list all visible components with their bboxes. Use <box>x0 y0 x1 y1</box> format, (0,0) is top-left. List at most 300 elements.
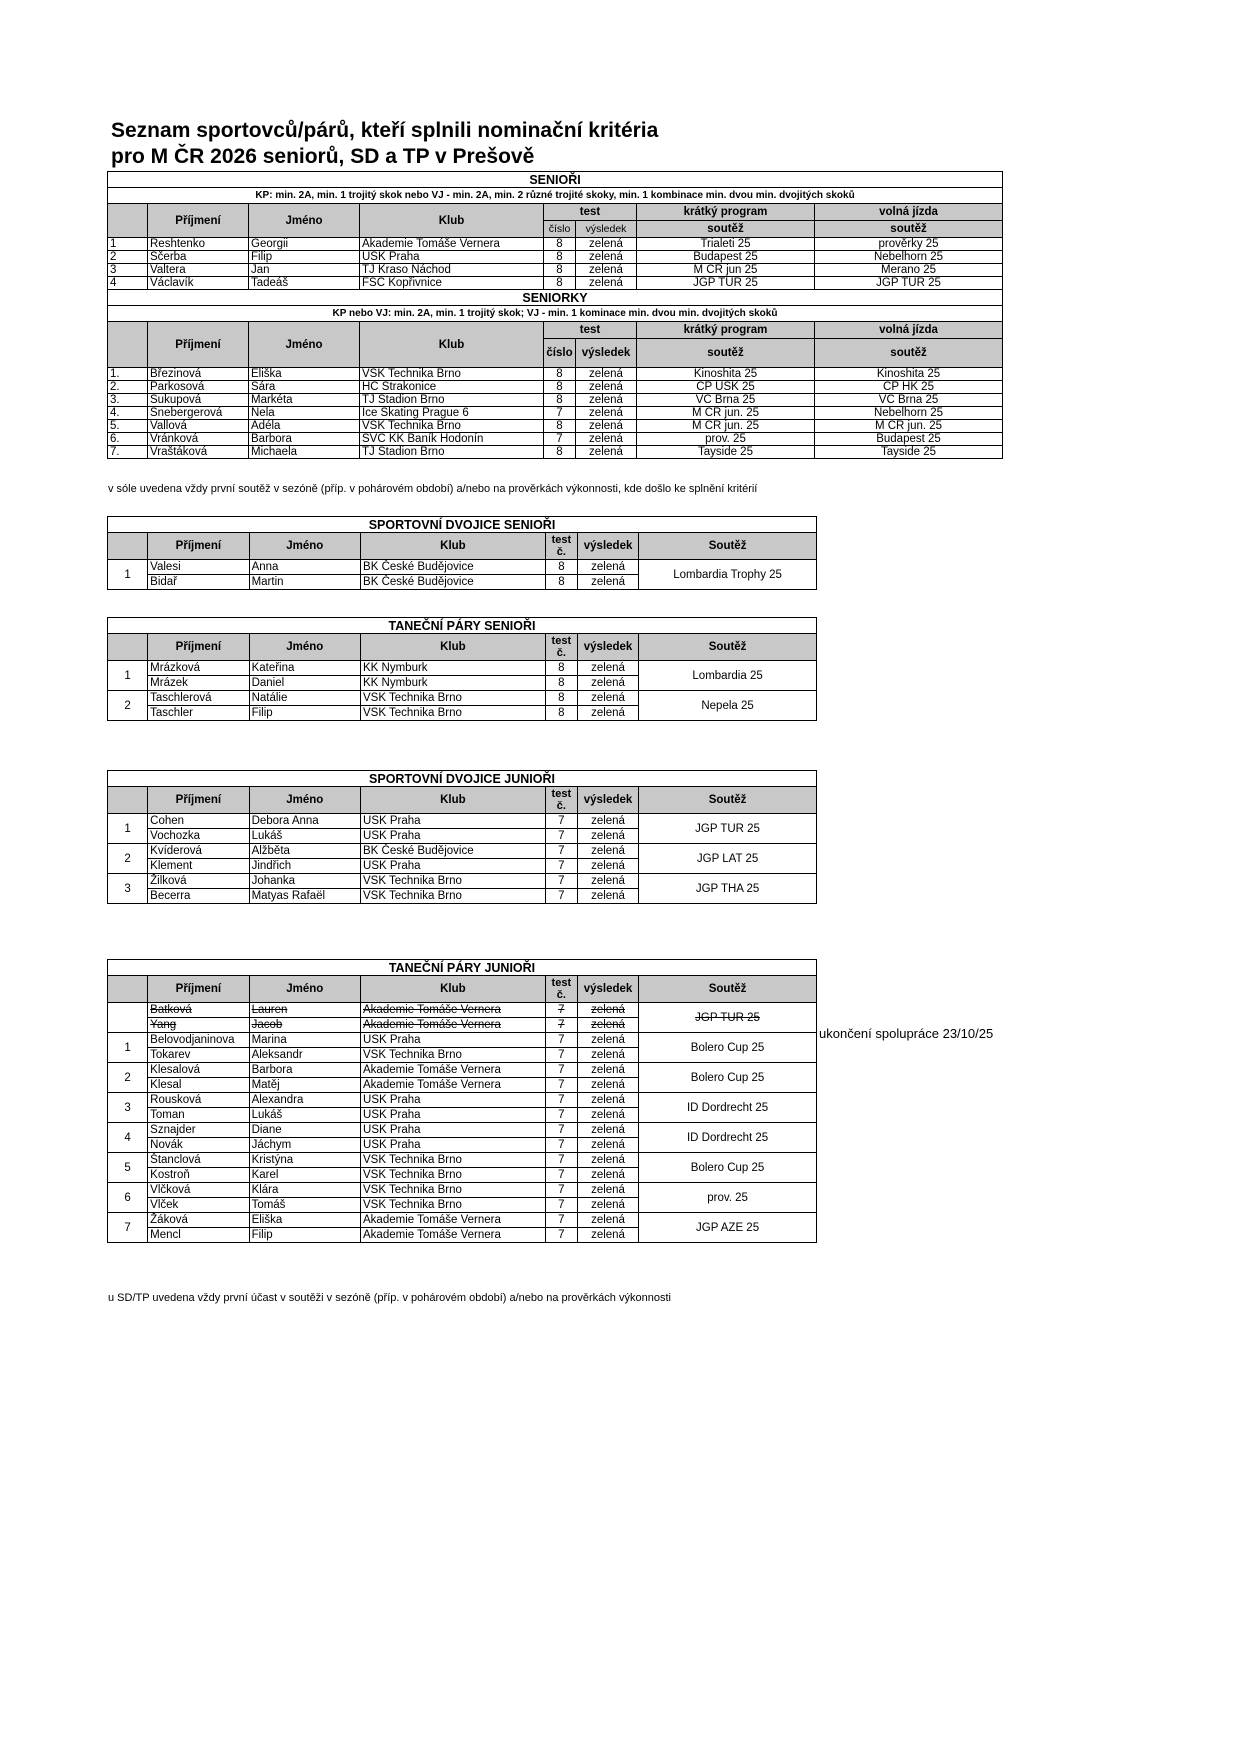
surname: Valesi <box>148 560 249 575</box>
first-name: Adéla <box>249 420 360 433</box>
table-row <box>108 691 817 706</box>
first-name: Jindřich <box>249 859 360 874</box>
test-number: 7 <box>545 1138 577 1153</box>
first-name: Georgii <box>249 238 360 251</box>
club: VSK Technika Brno <box>361 1183 546 1198</box>
club: BK České Budějovice <box>361 844 546 859</box>
free-skating-competition: M ČR jun. 25 <box>815 420 1003 433</box>
free-skating-competition: Merano 25 <box>815 264 1003 277</box>
rank: 1. <box>108 368 148 381</box>
pair-number: 3 <box>108 874 148 904</box>
short-program-competition: M ČR jun 25 <box>637 264 815 277</box>
table-row <box>108 394 1003 407</box>
pair-number <box>108 1003 148 1033</box>
club: USK Praha <box>361 829 546 844</box>
club: TJ Stadion Brno <box>360 394 544 407</box>
club: Akademie Tomáše Vernera <box>361 1213 546 1228</box>
club: Akademie Tomáše Vernera <box>360 238 544 251</box>
club: USK Praha <box>361 1123 546 1138</box>
test-result: zelená <box>577 1138 638 1153</box>
singles-table <box>107 171 1003 459</box>
test-result: zelená <box>576 420 637 433</box>
header-test: test č. <box>545 787 577 814</box>
table-row <box>108 277 1003 290</box>
first-name: Aleksandr <box>249 1048 360 1063</box>
header-surname: Příjmení <box>148 634 249 661</box>
test-number: 7 <box>545 1033 577 1048</box>
test-number: 8 <box>544 264 576 277</box>
surname: Vlčková <box>148 1183 249 1198</box>
rank: 7. <box>108 446 148 459</box>
table-row <box>108 407 1003 420</box>
surname: Vallová <box>148 420 249 433</box>
club: Akademie Tomáše Vernera <box>361 1078 546 1093</box>
test-result: zelená <box>576 407 637 420</box>
surname: Vránková <box>148 433 249 446</box>
pair-number: 1 <box>108 1033 148 1063</box>
club: USK Praha <box>360 251 544 264</box>
free-skating-competition: Budapest 25 <box>815 433 1003 446</box>
header-row <box>108 787 817 814</box>
competition: prov. 25 <box>639 1183 817 1213</box>
header-test: test č. <box>545 634 577 661</box>
club: USK Praha <box>361 859 546 874</box>
free-skating-competition: VC Brna 25 <box>815 394 1003 407</box>
first-name: Lukáš <box>249 829 360 844</box>
surname: Sukupová <box>148 394 249 407</box>
competition: JGP TUR 25 <box>639 1003 817 1033</box>
free-skating-competition: JGP TUR 25 <box>815 277 1003 290</box>
test-result: zelená <box>577 1168 638 1183</box>
test-number: 8 <box>545 661 577 676</box>
header-name: Jméno <box>249 787 360 814</box>
table-row <box>108 661 817 676</box>
section-title-row <box>108 618 817 634</box>
surname: Žilková <box>148 874 249 889</box>
test-result: zelená <box>577 829 638 844</box>
section-title-row <box>108 771 817 787</box>
header-row <box>108 204 1003 221</box>
test-result: zelená <box>577 661 638 676</box>
test-result: zelená <box>577 1198 638 1213</box>
club: Akademie Tomáše Vernera <box>361 1063 546 1078</box>
club: USK Praha <box>361 814 546 829</box>
free-skating-competition: prověrky 25 <box>815 238 1003 251</box>
competition: ID Dordrecht 25 <box>639 1123 817 1153</box>
short-program-competition: ČP USK 25 <box>637 381 815 394</box>
free-skating-competition: ČP HK 25 <box>815 381 1003 394</box>
club: USK Praha <box>361 1138 546 1153</box>
first-name: Eliška <box>249 1213 360 1228</box>
table-row <box>108 381 1003 394</box>
surname: Becerra <box>148 889 249 904</box>
header-short-program: krátký program <box>637 322 815 339</box>
table-row <box>108 264 1003 277</box>
first-name: Filip <box>249 1228 360 1243</box>
club: VSK Technika Brno <box>360 420 544 433</box>
first-name: Barbora <box>249 1063 360 1078</box>
criteria-text: KP nebo VJ: min. 2A, min. 1 trojitý skok; VJ - min. 1 kominace min. dvou min. dvojitých skoků <box>108 306 1003 322</box>
header-sp-competition: soutěž <box>637 339 815 368</box>
short-program-competition: M ČR jun. 25 <box>637 420 815 433</box>
header-name: Jméno <box>249 976 360 1003</box>
surname: Belovodjaninova <box>148 1033 249 1048</box>
header-number <box>108 976 148 1003</box>
short-program-competition: JGP TUR 25 <box>637 277 815 290</box>
club: USK Praha <box>361 1093 546 1108</box>
table-row <box>108 251 1003 264</box>
club: Akademie Tomáše Vernera <box>361 1228 546 1243</box>
test-result: zelená <box>577 560 638 575</box>
test-result: zelená <box>577 1228 638 1243</box>
test-result: zelená <box>576 368 637 381</box>
test-result: zelená <box>577 1078 638 1093</box>
test-result: zelená <box>576 381 637 394</box>
pair-number: 1 <box>108 560 148 590</box>
test-number: 8 <box>545 691 577 706</box>
rank: 2. <box>108 381 148 394</box>
header-number <box>108 204 148 238</box>
test-result: zelená <box>577 1003 638 1018</box>
surname: Mrázková <box>148 661 249 676</box>
competition: ID Dordrecht 25 <box>639 1093 817 1123</box>
table-row <box>108 814 817 829</box>
test-result: zelená <box>576 277 637 290</box>
first-name: Karel <box>249 1168 360 1183</box>
club: VSK Technika Brno <box>361 889 546 904</box>
test-number: 7 <box>545 844 577 859</box>
pairs-junior-table <box>107 770 817 904</box>
header-club: Klub <box>360 322 544 368</box>
table-row <box>108 1003 817 1018</box>
club: BK České Budějovice <box>361 575 546 590</box>
first-name: Eliška <box>249 368 360 381</box>
table-row <box>108 446 1003 459</box>
singles-footnote: v sóle uvedena vždy první soutěž v sezóně (příp. v pohárovém období) a/nebo na prověrkách výkonnosti, kde došlo ke splnění kritérií <box>108 483 758 495</box>
test-number: 7 <box>545 829 577 844</box>
club: TJ Kraso Náchod <box>360 264 544 277</box>
header-name: Jméno <box>249 533 360 560</box>
header-surname: Příjmení <box>148 533 249 560</box>
short-program-competition: M ČR jun. 25 <box>637 407 815 420</box>
short-program-competition: VC Brna 25 <box>637 394 815 407</box>
table-row <box>108 1063 817 1078</box>
test-number: 7 <box>544 407 576 420</box>
club: TJ Stadion Brno <box>360 446 544 459</box>
first-name: Jacob <box>249 1018 360 1033</box>
header-number <box>108 533 148 560</box>
test-number: 7 <box>545 1183 577 1198</box>
header-club: Klub <box>361 634 546 661</box>
header-test: test č. <box>545 533 577 560</box>
pair-number: 4 <box>108 1123 148 1153</box>
pair-number: 1 <box>108 661 148 691</box>
club: VSK Technika Brno <box>361 691 546 706</box>
table-row <box>108 368 1003 381</box>
surname: Parkosová <box>148 381 249 394</box>
test-number: 7 <box>545 1108 577 1123</box>
rank: 6. <box>108 433 148 446</box>
header-competition: Soutěž <box>639 533 817 560</box>
header-surname: Příjmení <box>148 787 249 814</box>
test-number: 8 <box>545 575 577 590</box>
header-result: výsledek <box>577 634 638 661</box>
test-number: 8 <box>544 381 576 394</box>
first-name: Nela <box>249 407 360 420</box>
first-name: Daniel <box>249 676 360 691</box>
test-result: zelená <box>576 394 637 407</box>
first-name: Matyas Rafaël <box>249 889 360 904</box>
pairs-footnote: u SD/TP uvedena vždy první účast v soutěži v sezóně (příp. v pohárovém období) a/nebo na prověrkách výkonnosti <box>108 1292 671 1304</box>
rank: 4 <box>108 277 148 290</box>
header-surname: Příjmení <box>148 976 249 1003</box>
test-result: zelená <box>577 1063 638 1078</box>
first-name: Matěj <box>249 1078 360 1093</box>
table-row <box>108 844 817 859</box>
pair-number: 2 <box>108 844 148 874</box>
club: USK Praha <box>361 1108 546 1123</box>
club: VSK Technika Brno <box>361 874 546 889</box>
test-number: 7 <box>545 1078 577 1093</box>
club: HC Strakonice <box>360 381 544 394</box>
header-fs-competition: soutěž <box>815 221 1003 238</box>
first-name: Jan <box>249 264 360 277</box>
pairs-senior-table <box>107 516 817 590</box>
first-name: Lukáš <box>249 1108 360 1123</box>
header-name: Jméno <box>249 322 360 368</box>
test-number: 7 <box>545 1198 577 1213</box>
section-title-row <box>108 290 1003 306</box>
surname: Bidař <box>148 575 249 590</box>
surname: Klesal <box>148 1078 249 1093</box>
header-test: test <box>544 322 637 339</box>
test-number: 7 <box>545 1018 577 1033</box>
rank: 1 <box>108 238 148 251</box>
pair-number: 6 <box>108 1183 148 1213</box>
header-test-result: výsledek <box>576 339 637 368</box>
document-title <box>111 118 658 170</box>
header-test-number: číslo <box>544 221 576 238</box>
short-program-competition: Budapest 25 <box>637 251 815 264</box>
surname: Klement <box>148 859 249 874</box>
surname: Březinová <box>148 368 249 381</box>
header-competition: Soutěž <box>639 634 817 661</box>
header-surname: Příjmení <box>148 204 249 238</box>
test-number: 7 <box>544 433 576 446</box>
test-number: 7 <box>545 1093 577 1108</box>
short-program-competition: Kinoshita 25 <box>637 368 815 381</box>
test-result: zelená <box>577 814 638 829</box>
competition: Lombardia 25 <box>639 661 817 691</box>
first-name: Tomáš <box>249 1198 360 1213</box>
test-result: zelená <box>576 446 637 459</box>
header-result: výsledek <box>577 976 638 1003</box>
dance-senior-table <box>107 617 817 721</box>
table-row <box>108 1033 817 1048</box>
test-number: 7 <box>545 1048 577 1063</box>
section-title: SPORTOVNÍ DVOJICE JUNIOŘI <box>108 771 817 787</box>
header-number <box>108 634 148 661</box>
test-result: zelená <box>577 575 638 590</box>
surname: Toman <box>148 1108 249 1123</box>
test-result: zelená <box>577 1183 638 1198</box>
club: BK České Budějovice <box>361 560 546 575</box>
test-result: zelená <box>577 1033 638 1048</box>
test-number: 8 <box>544 394 576 407</box>
header-fs-competition: soutěž <box>815 339 1003 368</box>
rank: 3 <box>108 264 148 277</box>
header-number <box>108 322 148 368</box>
header-name: Jméno <box>249 204 360 238</box>
test-number: 7 <box>545 1153 577 1168</box>
header-test-number: číslo <box>544 339 576 368</box>
surname: Taschlerová <box>148 691 249 706</box>
rank: 2 <box>108 251 148 264</box>
surname: Tokarev <box>148 1048 249 1063</box>
surname: Taschler <box>148 706 249 721</box>
test-result: zelená <box>577 1018 638 1033</box>
title-line-1: Seznam sportovců/párů, kteří splnili nominační kritéria <box>111 119 659 142</box>
table-row <box>108 560 817 575</box>
test-result: zelená <box>577 1213 638 1228</box>
first-name: Jáchym <box>249 1138 360 1153</box>
test-result: zelená <box>577 1108 638 1123</box>
title-line-2: pro M ČR 2026 seniorů, SD a TP v Prešově <box>111 145 535 168</box>
test-result: zelená <box>577 844 638 859</box>
test-number: 8 <box>544 238 576 251</box>
test-number: 8 <box>545 706 577 721</box>
pair-number: 2 <box>108 691 148 721</box>
free-skating-competition: Kinoshita 25 <box>815 368 1003 381</box>
surname: Kostroň <box>148 1168 249 1183</box>
test-number: 8 <box>544 420 576 433</box>
first-name: Martin <box>249 575 360 590</box>
club: Ice Skating Prague 6 <box>360 407 544 420</box>
competition: Lombardia Trophy 25 <box>639 560 817 590</box>
club: FSC Kopřivnice <box>360 277 544 290</box>
club: SVČ KK Baník Hodonín <box>360 433 544 446</box>
surname: Kvíderová <box>148 844 249 859</box>
header-number <box>108 787 148 814</box>
table-row <box>108 1213 817 1228</box>
first-name: Filip <box>249 251 360 264</box>
surname: Novák <box>148 1138 249 1153</box>
surname: Ščerba <box>148 251 249 264</box>
test-number: 7 <box>545 1228 577 1243</box>
test-number: 7 <box>545 874 577 889</box>
first-name: Debora Anna <box>249 814 360 829</box>
free-skating-competition: Tayside 25 <box>815 446 1003 459</box>
free-skating-competition: Nebelhorn 25 <box>815 407 1003 420</box>
surname: Václavík <box>148 277 249 290</box>
test-result: zelená <box>577 1048 638 1063</box>
section-title-row <box>108 517 817 533</box>
table-row <box>108 1153 817 1168</box>
surname: Vlček <box>148 1198 249 1213</box>
header-short-program: krátký program <box>637 204 815 221</box>
table-row <box>108 433 1003 446</box>
pair-number: 2 <box>108 1063 148 1093</box>
first-name: Alžběta <box>249 844 360 859</box>
criteria-row <box>108 306 1003 322</box>
surname: Yang <box>148 1018 249 1033</box>
test-number: 8 <box>545 560 577 575</box>
header-surname: Příjmení <box>148 322 249 368</box>
first-name: Markéta <box>249 394 360 407</box>
surname: Cohen <box>148 814 249 829</box>
surname: Rousková <box>148 1093 249 1108</box>
header-row <box>108 322 1003 339</box>
test-number: 7 <box>545 889 577 904</box>
surname: Vraštáková <box>148 446 249 459</box>
header-test-result: výsledek <box>576 221 637 238</box>
header-sp-competition: soutěž <box>637 221 815 238</box>
test-result: zelená <box>576 238 637 251</box>
free-skating-competition: Nebelhorn 25 <box>815 251 1003 264</box>
club: KK Nymburk <box>361 676 546 691</box>
header-row <box>108 976 817 1003</box>
header-club: Klub <box>361 976 546 1003</box>
test-number: 8 <box>544 251 576 264</box>
competition: JGP AZE 25 <box>639 1213 817 1243</box>
surname: Reshtenko <box>148 238 249 251</box>
partnership-end-note: ukončení spolupráce 23/10/25 <box>819 1026 994 1041</box>
table-row <box>108 1123 817 1138</box>
test-number: 8 <box>544 368 576 381</box>
club: USK Praha <box>361 1033 546 1048</box>
surname: Batková <box>148 1003 249 1018</box>
surname: Vochozka <box>148 829 249 844</box>
competition: JGP TUR 25 <box>639 814 817 844</box>
test-number: 8 <box>544 277 576 290</box>
short-program-competition: Trialeti 25 <box>637 238 815 251</box>
test-number: 7 <box>545 1063 577 1078</box>
club: Akademie Tomáše Vernera <box>361 1003 546 1018</box>
header-free-skating: volná jízda <box>815 322 1003 339</box>
first-name: Tadeáš <box>249 277 360 290</box>
test-number: 7 <box>545 1213 577 1228</box>
test-number: 7 <box>545 1168 577 1183</box>
header-competition: Soutěž <box>639 787 817 814</box>
header-competition: Soutěž <box>639 976 817 1003</box>
test-result: zelená <box>577 706 638 721</box>
table-row <box>108 1183 817 1198</box>
section-title: SENIOŘI <box>108 172 1003 188</box>
test-result: zelená <box>577 1093 638 1108</box>
pair-number: 1 <box>108 814 148 844</box>
header-test: test č. <box>545 976 577 1003</box>
club: VSK Technika Brno <box>360 368 544 381</box>
competition: Bolero Cup 25 <box>639 1063 817 1093</box>
test-result: zelená <box>576 264 637 277</box>
surname: Mrázek <box>148 676 249 691</box>
first-name: Barbora <box>249 433 360 446</box>
first-name: Sára <box>249 381 360 394</box>
test-result: zelená <box>576 433 637 446</box>
surname: Klesalová <box>148 1063 249 1078</box>
section-title-row <box>108 172 1003 188</box>
criteria-text: KP: min. 2A, min. 1 trojitý skok nebo VJ - min. 2A, min. 2 různé trojité skoky, min. 1 kombinace min. dvou min. dvojitých skoků <box>108 188 1003 204</box>
test-number: 8 <box>544 446 576 459</box>
test-result: zelená <box>577 691 638 706</box>
club: VSK Technika Brno <box>361 706 546 721</box>
surname: Mencl <box>148 1228 249 1243</box>
header-club: Klub <box>360 204 544 238</box>
competition: Bolero Cup 25 <box>639 1033 817 1063</box>
first-name: Anna <box>249 560 360 575</box>
first-name: Natálie <box>249 691 360 706</box>
surname: Valtera <box>148 264 249 277</box>
